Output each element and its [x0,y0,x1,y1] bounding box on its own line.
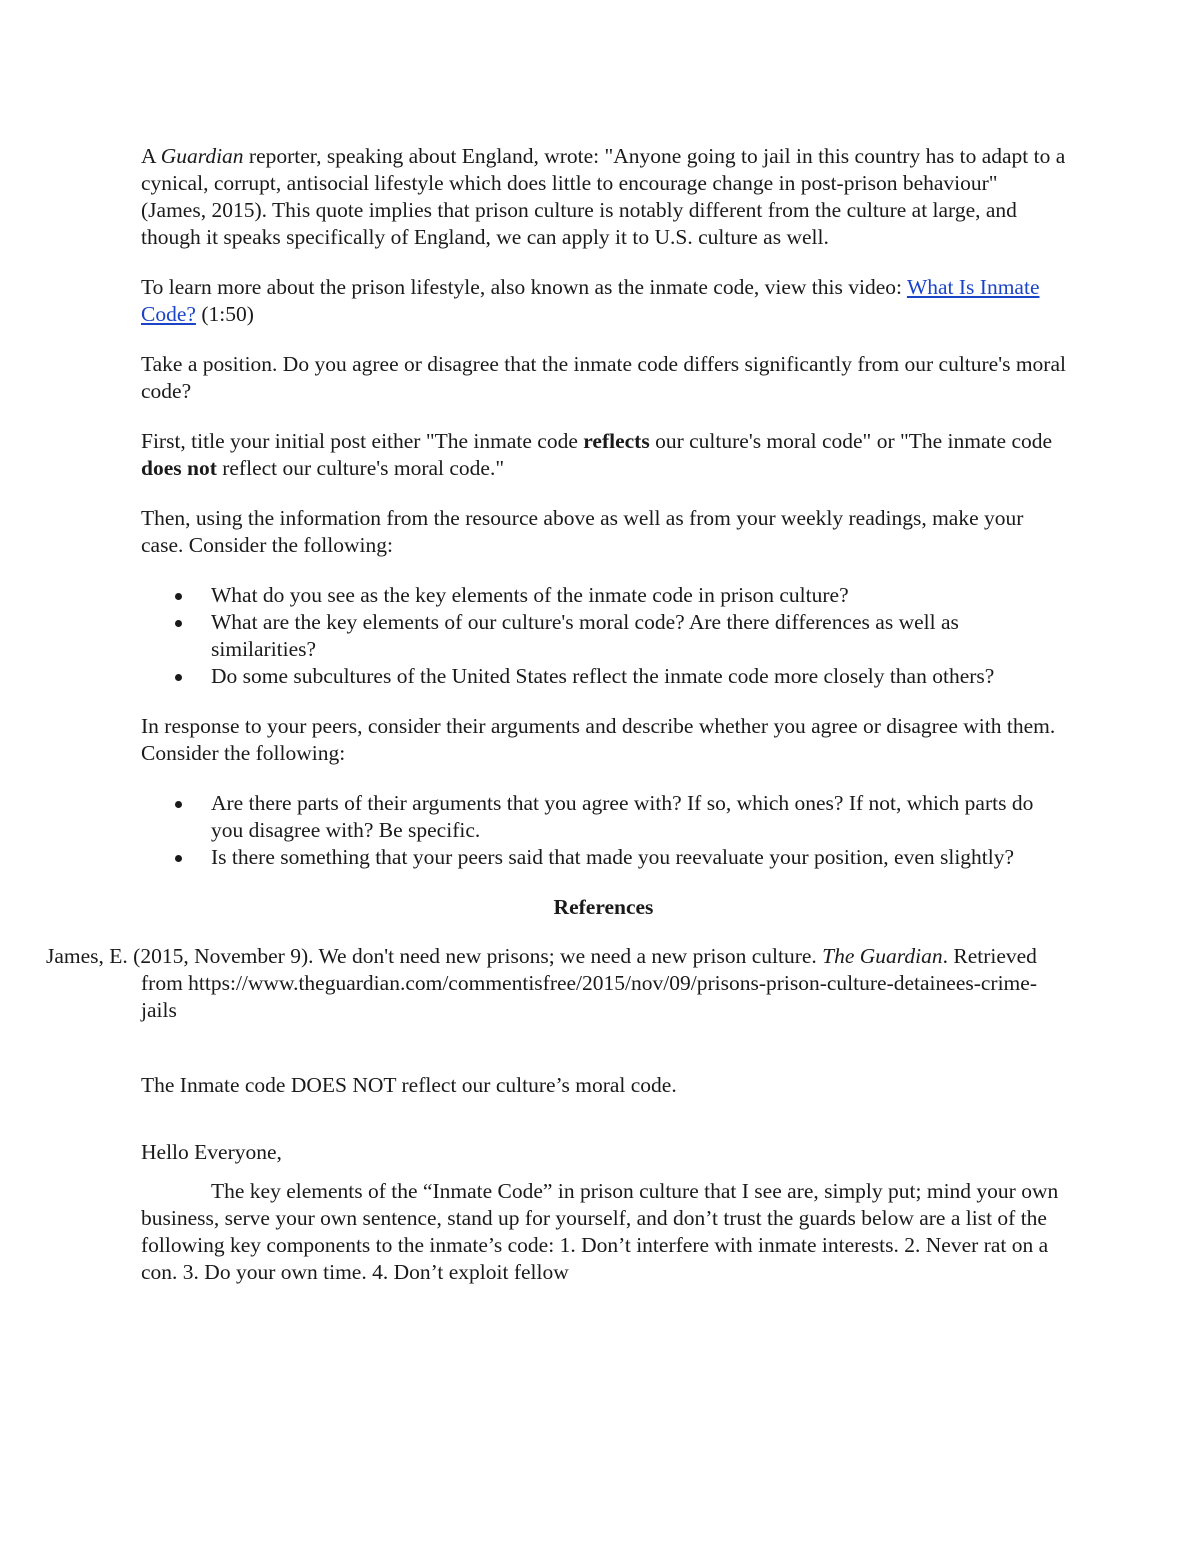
intro-p4-text-a: First, title your initial post either "The inmate code [141,429,584,453]
reference-entry [46,943,1056,1024]
post-greeting: Hello Everyone, [141,1140,282,1164]
list-item [211,582,1066,609]
reference-text-a: James, E. (2015, November 9). We don't need new prisons; we need a new prison culture. [46,944,823,968]
peer-response-questions-list [141,790,1066,871]
bullet-icon [175,620,182,627]
video-link[interactable]: What Is Inmate Code? [141,275,1040,326]
references-heading: References [553,895,654,919]
intro-p4-text-c: reflect our culture's moral code." [216,456,505,480]
reference-journal-italic: The Guardian [822,944,943,968]
intro-paragraph-3: Take a position. Do you agree or disagree that the inmate code differs significantly from our culture's moral code? [141,352,1066,403]
intro-p1-text-a: A [141,144,161,168]
intro-paragraph-1 [141,143,1066,251]
intro-p1-text-b: reporter, speaking about England, wrote: "Anyone going to jail in this country has to adapt to a cynical, corrupt, antisocial lifestyle which does little to encourage change in post-prison behaviour" (James, 2015). This quote implies that prison culture is notably different from the culture at large, and though it speaks specifically of England, we can apply it to U.S. culture as well. [141,144,1066,249]
video-duration: (1:50) [195,302,254,326]
bullet-icon [175,593,182,600]
intro-p4-text-b: our culture's moral code" or "The inmate code [649,429,1053,453]
list-item-text: Do some subcultures of the United States reflect the inmate code more closely than others? [211,664,995,688]
post-body: The key elements of the “Inmate Code” in prison culture that I see are, simply put; mind your own business, serve your own sentence, stand up for yourself, and don’t trust the guards below are a list of the following key components to the inmate’s code: 1. Don’t interfere with inmate interests. 2. Never rat on a con. 3. Do your own time. 4. Don’t exploit fellow [141,1179,1059,1284]
intro-paragraph-2 [141,274,1066,328]
reflects-bold: reflects [583,429,650,453]
post-title: The Inmate code DOES NOT reflect our culture’s moral code. [141,1073,677,1097]
intro-p2-text-a: To learn more about the prison lifestyle, also known as the inmate code, view this video: [141,275,907,299]
guardian-italic: Guardian [160,144,244,168]
bullet-icon [175,855,182,862]
initial-post-questions-list [141,582,1066,690]
bullet-icon [175,801,182,808]
list-item-text: Are there parts of their arguments that you agree with? If so, which ones? If not, which parts do you disagree with? Be specific. [211,791,1034,842]
list-item [211,609,1066,663]
does-not-bold: does not [141,456,217,480]
list-item [211,844,1066,871]
list-item [211,790,1066,844]
intro-paragraph-4 [141,428,1066,482]
intro-paragraph-6: In response to your peers, consider their arguments and describe whether you agree or disagree with them. Consider the following: [141,714,1056,765]
bullet-icon [175,674,182,681]
list-item-text: What do you see as the key elements of the inmate code in prison culture? [211,583,849,607]
reference-text-b: . Retrieved from https://www.theguardian.com/commentisfree/2015/nov/09/prisons-prison-culture-detainees-crime-jails [141,944,1037,1022]
document-content [46,143,1066,1309]
list-item-text: What are the key elements of our culture's moral code? Are there differences as well as similarities? [211,610,959,661]
intro-paragraph-5: Then, using the information from the resource above as well as from your weekly readings, make your case. Consider the following: [141,506,1024,557]
list-item-text: Is there something that your peers said that made you reevaluate your position, even slightly? [211,845,1015,869]
list-item [211,663,1066,690]
